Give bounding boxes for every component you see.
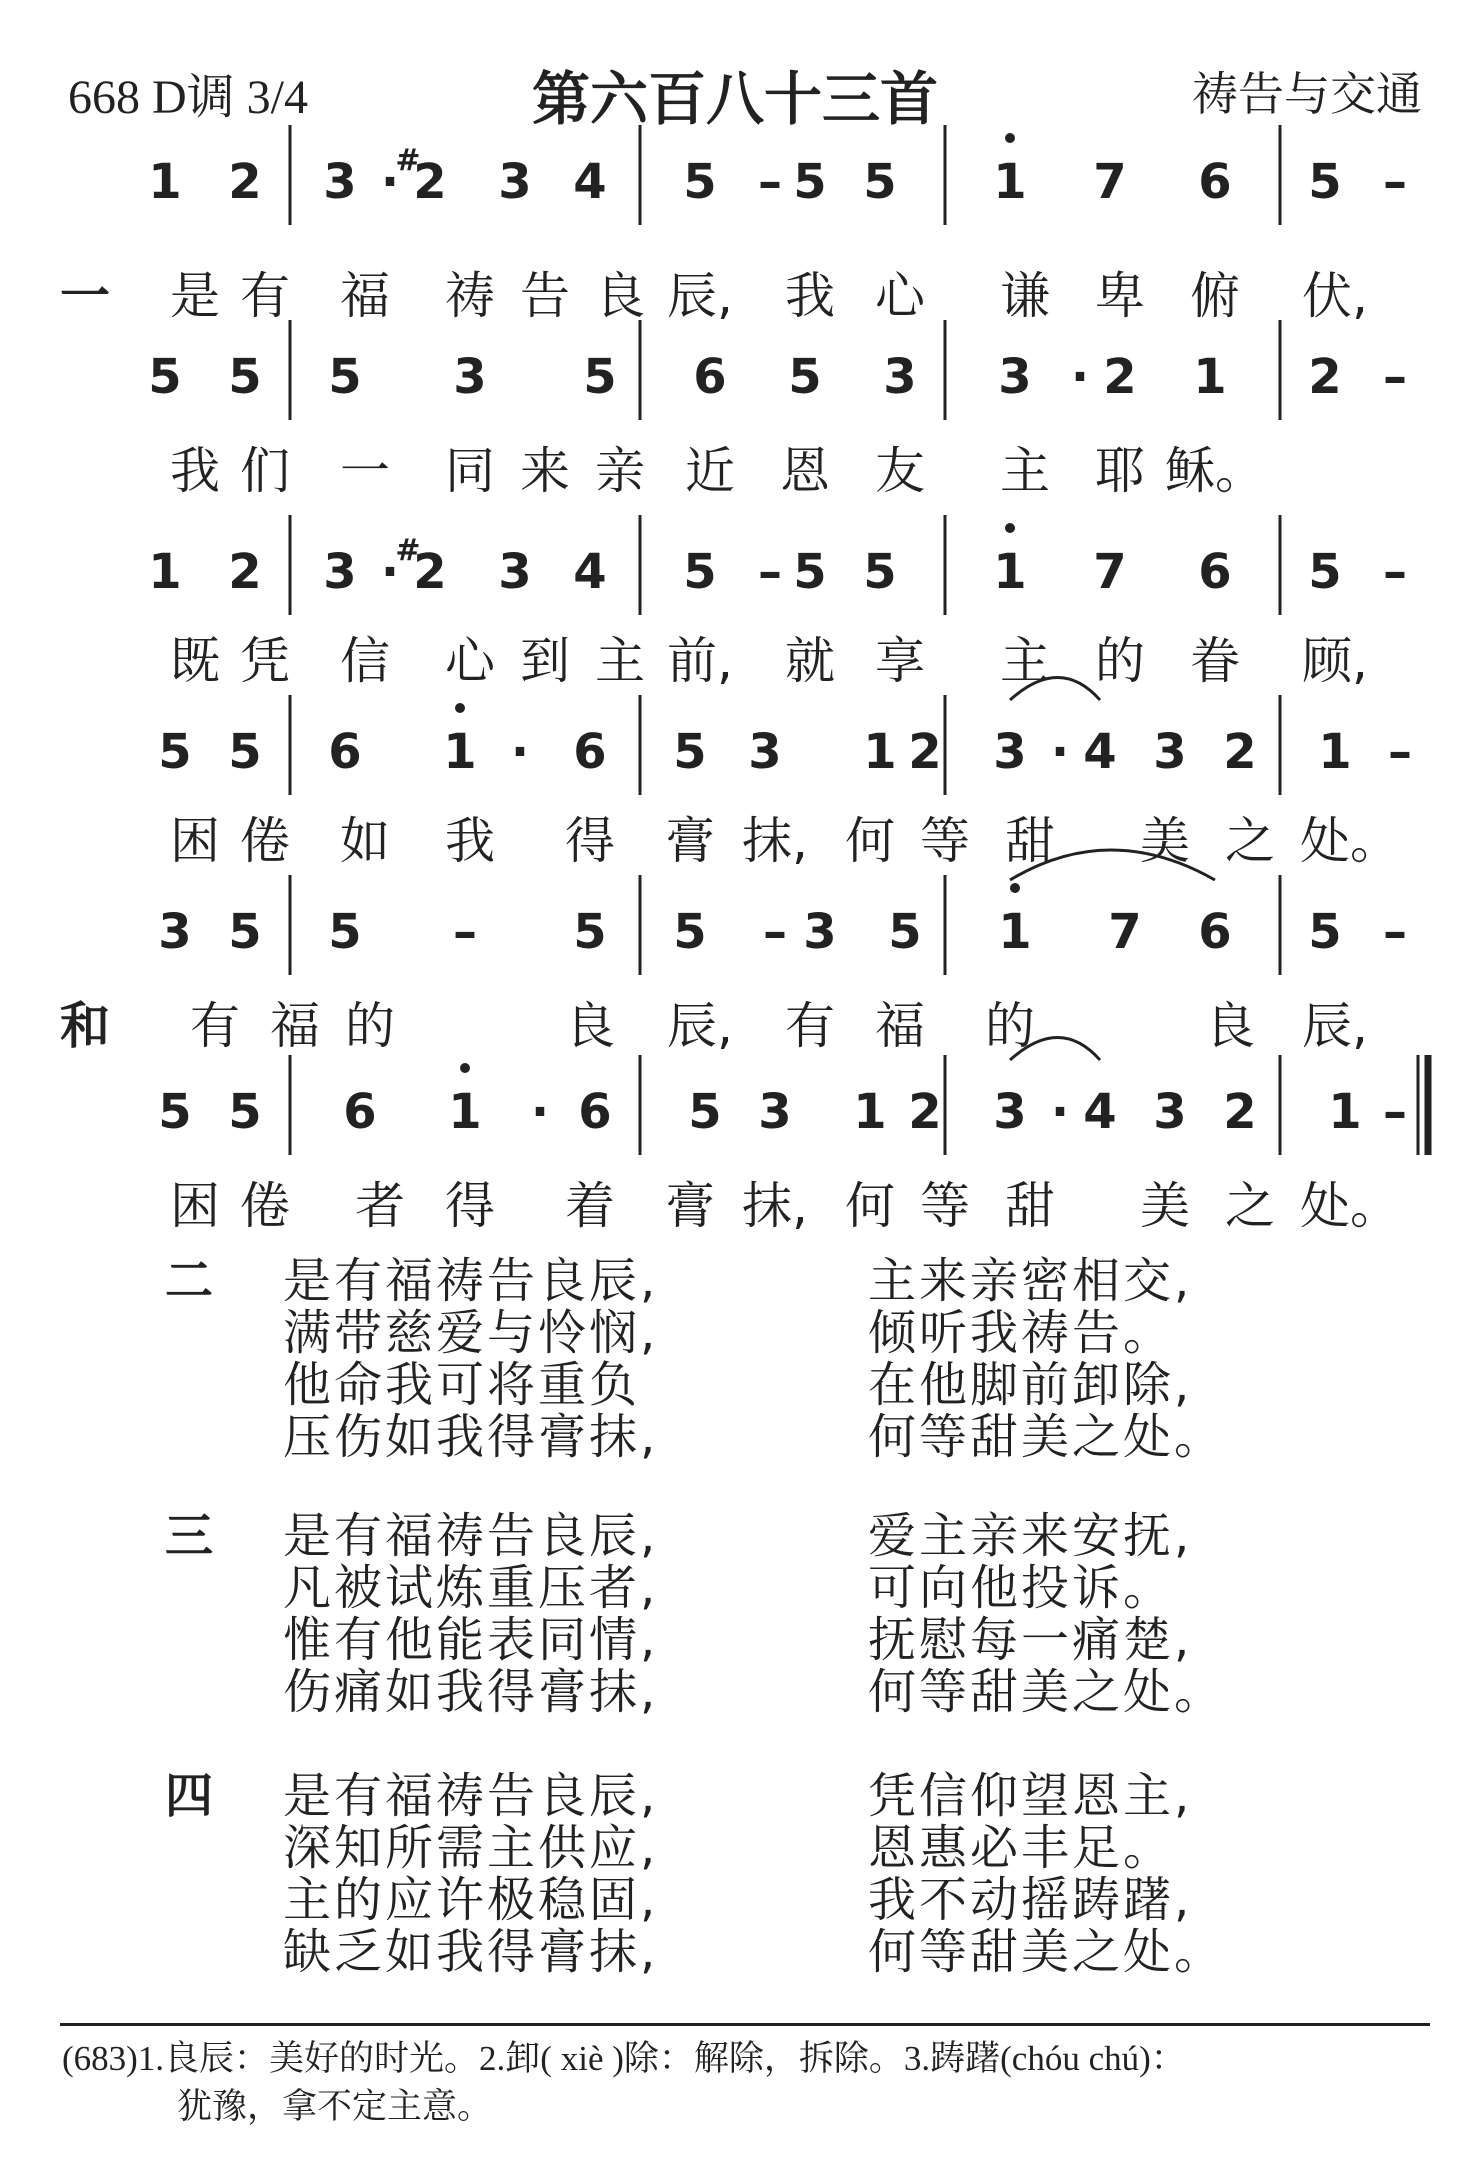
lyric-syllable: 福 (270, 997, 320, 1055)
lyric-syllable: 就 (785, 632, 835, 690)
note: 3 (323, 154, 357, 210)
stanza-number: 四 (165, 1768, 214, 1824)
lyric-syllable: 顾, (1302, 632, 1368, 690)
hymn-number-key: 668 D调 3/4 (68, 71, 309, 124)
note: 1 (853, 1084, 887, 1140)
lyric-syllable: 主 (1000, 442, 1050, 500)
note: 1 (443, 724, 477, 780)
note: 2 (908, 724, 942, 780)
note: 5 (158, 724, 192, 780)
lyric-syllable: 既 (170, 632, 220, 690)
note: · (1050, 724, 1070, 780)
note: 3 (498, 154, 532, 210)
lyric-syllable: 心 (875, 267, 925, 325)
lyric-syllable: 膏 (665, 812, 715, 870)
lyric-syllable: 如 (340, 812, 390, 870)
note: 3 (498, 544, 532, 600)
octave-dot (1005, 523, 1015, 533)
note: 6 (578, 1084, 612, 1140)
note: 2 (908, 1084, 942, 1140)
lyric-syllable: 耶 (1095, 442, 1145, 500)
lyric-syllable: 等 (920, 812, 970, 870)
note: 3 (803, 904, 837, 960)
lyric-syllable: 主 (1000, 632, 1050, 690)
lyric-syllable: 何 (845, 1177, 895, 1235)
lyric-syllable: 辰, (1302, 997, 1368, 1055)
lyric-syllable: 信 (340, 632, 390, 690)
note: 5 (158, 1084, 192, 1140)
note: 5 (328, 349, 362, 405)
octave-dot (1010, 883, 1020, 893)
lyric-syllable: 者 (355, 1177, 405, 1235)
lyric-syllable: 有 (240, 267, 290, 325)
note: 5 (1308, 904, 1342, 960)
lyric-syllable: 伏, (1302, 267, 1368, 325)
lyric-syllable: 美 (1140, 812, 1190, 870)
note: 5 (228, 1084, 262, 1140)
footnote-line: (683)1.良辰：美好的时光。2.卸( xiè )除：解除，拆除。3.踌躇(chóu chú)： (62, 2039, 1186, 2078)
note: 1 (993, 154, 1027, 210)
note: 1 (448, 1084, 482, 1140)
note: 2 (413, 544, 447, 600)
note: 3 (158, 904, 192, 960)
note: 2 (228, 154, 262, 210)
lyric-syllable: 一 (340, 442, 390, 500)
lyric-syllable: 之 (1225, 1177, 1275, 1235)
sharp-sign: # (395, 533, 421, 568)
lyric-syllable: 膏 (665, 1177, 715, 1235)
note: 5 (863, 544, 897, 600)
lyric-syllable: 谦 (1000, 267, 1050, 325)
note: 7 (1108, 904, 1142, 960)
note: 4 (1083, 724, 1117, 780)
lyric-syllable: 倦 (240, 812, 290, 870)
stanza-left-lines: 是有福祷告良辰, 深知所需主供应, 主的应许极稳固, 缺乏如我得膏抹, (283, 1768, 659, 1980)
note: 3 (883, 349, 917, 405)
lyric-syllable: 稣。 (1165, 442, 1265, 500)
lyric-syllable: 同 (445, 442, 495, 500)
lyric-syllable: 困 (170, 812, 220, 870)
footnote-line: 犹豫，拿不定主意。 (177, 2087, 493, 2126)
note: – (1388, 724, 1412, 780)
verse-marker: 一 (60, 267, 110, 325)
octave-dot (460, 1063, 470, 1073)
note: 5 (573, 904, 607, 960)
note: 7 (1093, 154, 1127, 210)
note: 2 (1223, 1084, 1257, 1140)
note: 1 (148, 154, 182, 210)
note: 2 (228, 544, 262, 600)
lyric-syllable: 福 (340, 267, 390, 325)
lyric-syllable: 抹, (742, 812, 808, 870)
stanza-right-lines: 爱主亲来安抚, 可向他投诉。 抚慰每一痛楚, 何等甜美之处。 (868, 1508, 1226, 1720)
lyric-syllable: 有 (190, 997, 240, 1055)
lyric-syllable: 眷 (1190, 632, 1240, 690)
note: 5 (148, 349, 182, 405)
note: 1 (1193, 349, 1227, 405)
note: 4 (1083, 1084, 1117, 1140)
lyric-syllable: 我 (785, 267, 835, 325)
lyric-syllable: 的 (345, 997, 395, 1055)
lyric-syllable: 处。 (1300, 1177, 1400, 1235)
note: 5 (683, 544, 717, 600)
lyric-syllable: 得 (445, 1177, 495, 1235)
note: · (530, 1084, 550, 1140)
stanza-right-lines: 主来亲密相交, 倾听我祷告。 在他脚前卸除, 何等甜美之处。 (868, 1253, 1226, 1465)
lyric-syllable: 们 (240, 442, 290, 500)
footnote-divider (60, 2023, 1430, 2026)
note: 5 (673, 724, 707, 780)
note: 1 (998, 904, 1032, 960)
note: · (380, 544, 400, 600)
octave-dot (1005, 133, 1015, 143)
note: 5 (863, 154, 897, 210)
lyric-syllable: 良 (1205, 997, 1255, 1055)
note: 4 (573, 154, 607, 210)
note: 3 (1153, 724, 1187, 780)
lyric-syllable: 来 (520, 442, 570, 500)
stanza-number: 三 (165, 1508, 214, 1564)
note: 5 (673, 904, 707, 960)
note: 5 (228, 349, 262, 405)
hymn-category: 祷告与交通 (1192, 67, 1422, 121)
note: 1 (993, 544, 1027, 600)
lyric-syllable: 享 (875, 632, 925, 690)
note: – (1383, 154, 1407, 210)
note: 5 (583, 349, 617, 405)
lyric-syllable: 前, (667, 632, 733, 690)
note: 3 (748, 724, 782, 780)
note: 3 (323, 544, 357, 600)
note: 5 (888, 904, 922, 960)
note: 6 (573, 724, 607, 780)
note: 5 (328, 904, 362, 960)
note: 5 (788, 349, 822, 405)
lyric-syllable: 是 (170, 267, 220, 325)
note: 3 (453, 349, 487, 405)
lyric-syllable: 处。 (1300, 812, 1400, 870)
lyric-syllable: 美 (1140, 1177, 1190, 1235)
lyric-syllable: 告 (520, 267, 570, 325)
note: – (1383, 904, 1407, 960)
lyric-syllable: 凭 (240, 632, 290, 690)
note: 1 (148, 544, 182, 600)
lyric-syllable: 良 (595, 267, 645, 325)
lyric-syllable: 祷 (445, 267, 495, 325)
note: – (758, 544, 782, 600)
note: – (1383, 1084, 1407, 1140)
note: · (1070, 349, 1090, 405)
note: 5 (793, 154, 827, 210)
note: 2 (1308, 349, 1342, 405)
sharp-sign: # (395, 143, 421, 178)
note: · (380, 154, 400, 210)
note: 6 (1198, 904, 1232, 960)
lyric-syllable: 主 (595, 632, 645, 690)
lyric-syllable: 心 (445, 632, 495, 690)
lyric-syllable: 的 (1095, 632, 1145, 690)
lyric-syllable: 友 (875, 442, 925, 500)
note: 5 (228, 904, 262, 960)
lyric-syllable: 得 (565, 812, 615, 870)
lyric-syllable: 近 (685, 442, 735, 500)
lyric-syllable: 甜 (1005, 812, 1055, 870)
note: – (758, 154, 782, 210)
lyric-syllable: 恩 (780, 442, 830, 500)
note: 5 (1308, 544, 1342, 600)
note: 1 (1328, 1084, 1362, 1140)
lyric-syllable: 困 (170, 1177, 220, 1235)
note: 1 (863, 724, 897, 780)
note: 3 (1153, 1084, 1187, 1140)
lyric-syllable: 有 (785, 997, 835, 1055)
lyric-syllable: 辰, (667, 267, 733, 325)
lyric-syllable: 到 (520, 632, 570, 690)
stanza-left-lines: 是有福祷告良辰, 凡被试炼重压者, 惟有他能表同情, 伤痛如我得膏抹, (283, 1508, 659, 1720)
note: 6 (343, 1084, 377, 1140)
octave-dot (455, 703, 465, 713)
lyric-syllable: 着 (565, 1177, 615, 1235)
note: 5 (683, 154, 717, 210)
note: 2 (1103, 349, 1137, 405)
lyric-syllable: 的 (985, 997, 1035, 1055)
note: 2 (1223, 724, 1257, 780)
stanza-right-lines: 凭信仰望恩主, 恩惠必丰足。 我不动摇踌躇, 何等甜美之处。 (868, 1768, 1226, 1980)
note: 7 (1093, 544, 1127, 600)
note: 6 (1198, 154, 1232, 210)
lyric-syllable: 我 (170, 442, 220, 500)
lyric-syllable: 我 (445, 812, 495, 870)
note: 5 (688, 1084, 722, 1140)
note: 3 (758, 1084, 792, 1140)
lyric-syllable: 卑 (1095, 267, 1145, 325)
note: 5 (1308, 154, 1342, 210)
note: 5 (228, 724, 262, 780)
note: · (1050, 1084, 1070, 1140)
note: 3 (993, 724, 1027, 780)
lyric-syllable: 倦 (240, 1177, 290, 1235)
note: · (510, 724, 530, 780)
lyric-syllable: 亲 (595, 442, 645, 500)
note: 1 (1318, 724, 1352, 780)
note: 5 (793, 544, 827, 600)
note: – (1383, 544, 1407, 600)
note: 3 (993, 1084, 1027, 1140)
lyric-syllable: 抹, (742, 1177, 808, 1235)
lyric-syllable: 俯 (1190, 267, 1240, 325)
note: 6 (1198, 544, 1232, 600)
lyric-syllable: 等 (920, 1177, 970, 1235)
lyric-syllable: 何 (845, 812, 895, 870)
note: 4 (573, 544, 607, 600)
stanza-number: 二 (165, 1253, 214, 1309)
note: 2 (413, 154, 447, 210)
note: 6 (328, 724, 362, 780)
note: 3 (998, 349, 1032, 405)
stanza-left-lines: 是有福祷告良辰, 满带慈爱与怜悯, 他命我可将重负 压伤如我得膏抹, (283, 1253, 659, 1465)
note: 6 (693, 349, 727, 405)
footnote (62, 2035, 1442, 2131)
lyric-syllable: 甜 (1005, 1177, 1055, 1235)
lyric-syllable: 福 (875, 997, 925, 1055)
note: – (1383, 349, 1407, 405)
verse-marker: 和 (60, 997, 110, 1055)
note: – (453, 904, 477, 960)
lyric-syllable: 之 (1225, 812, 1275, 870)
lyric-syllable: 良 (565, 997, 615, 1055)
lyric-syllable: 辰, (667, 997, 733, 1055)
hymn-title: 第六百八十三首 (531, 65, 938, 133)
note: – (763, 904, 787, 960)
